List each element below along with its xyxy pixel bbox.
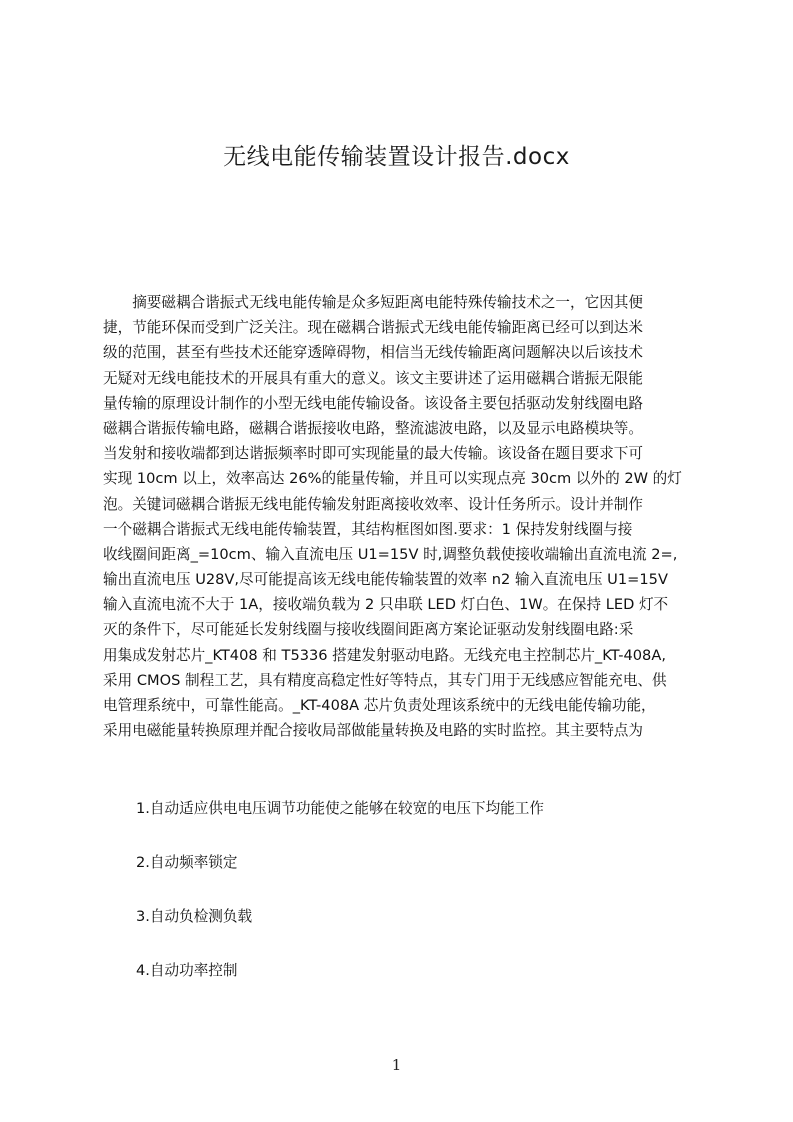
document-title: 无线电能传输装置设计报告.docx (223, 144, 570, 170)
abstract-line: 收线圈间距离_=10cm、输入直流电压 U1=15V 时,调整负载使接收端输出直流电流 2=, (103, 545, 678, 563)
abstract-line: 摘要磁耦合谐振式无线电能传输是众多短距离电能特殊传输技术之一，它因其便 (103, 294, 643, 311)
abstract-line: 输入直流电流不大于 1A，接收端负载为 2 只串联 LED 灯白色、1W。在保持 LED 灯不 (103, 596, 669, 614)
abstract-line: 磁耦合谐振传输电路，磁耦合谐振接收电路，整流滤波电路，以及显示电路模块等。 (103, 419, 643, 437)
abstract-line: 采用电磁能量转换原理并配合接收局部做能量转换及电路的实时监控。其主要特点为 (103, 722, 643, 740)
abstract-paragraph (103, 290, 697, 743)
abstract-line: 输出直流电压 U28V,尽可能提高该无线电能传输装置的效率 n2 输入直流电压 U1=15V (103, 571, 668, 589)
page-number: 1 (391, 1056, 402, 1074)
abstract-line: 无疑对无线电能技术的开展具有重大的意义。该文主要讲述了运用磁耦合谐振无限能 (103, 369, 643, 387)
abstract-line: 用集成发射芯片_KT408 和 T5336 搭建发射驱动电路。无线充电主控制芯片_KT-408A, (103, 646, 666, 664)
abstract-line: 泡。关键词磁耦合谐振无线电能传输发射距离接收效率、设计任务所示。设计并制作 (103, 495, 643, 513)
feature-list-item: 1.自动适应供电电压调节功能使之能够在较宽的电压下均能工作 (136, 800, 544, 817)
abstract-line: 量传输的原理设计制作的小型无线电能传输设备。该设备主要包括驱动发射线圈电路 (103, 394, 643, 412)
feature-list-item: 3.自动负检测负载 (136, 908, 253, 925)
abstract-line: 当发射和接收端都到达谐振频率时即可实现能量的最大传输。该设备在题目要求下可 (103, 445, 643, 463)
feature-list-item: 4.自动功率控制 (136, 962, 238, 979)
abstract-line: 捷，节能环保而受到广泛关注。现在磁耦合谐振式无线电能传输距离已经可以到达米 (103, 319, 643, 337)
feature-list-item: 2.自动频率锁定 (136, 854, 238, 871)
abstract-line: 一个磁耦合谐振式无线电能传输装置，其结构框图如图.要求：1 保持发射线圈与接 (103, 520, 633, 538)
abstract-line: 级的范围，甚至有些技术还能穿透障碍物，相信当无线传输距离问题解决以后该技术 (103, 344, 643, 362)
abstract-line: 电管理系统中，可靠性能高。_KT-408A 芯片负责处理该系统中的无线电能传输功能， (103, 697, 656, 714)
abstract-line: 采用 CMOS 制程工艺，具有精度高稳定性好等特点，其专门用于无线感应智能充电、供 (103, 671, 667, 689)
abstract-line: 灭的条件下，尽可能延长发射线圈与接收线圈间距离方案论证驱动发射线圈电路:采 (103, 621, 634, 639)
abstract-line: 实现 10cm 以上，效率高达 26%的能量传输，并且可以实现点亮 30cm 以外的 2W 的灯 (103, 470, 682, 488)
